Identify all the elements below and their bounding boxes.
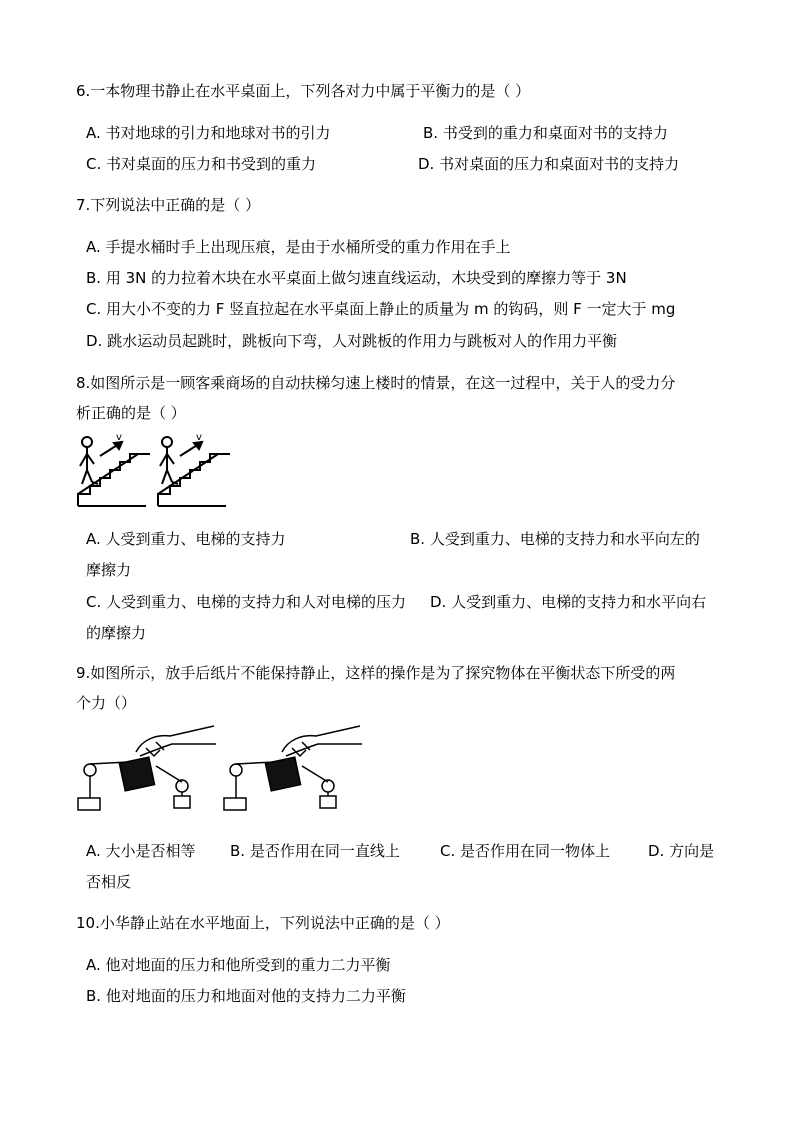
q8-option-a: A. 人受到重力、电梯的支持力 (86, 530, 286, 548)
paper-card-figure (76, 722, 366, 814)
question-8-stem-line1: 8.如图所示是一顾客乘商场的自动扶梯匀速上楼时的情景，在这一过程中，关于人的受力分 (76, 374, 676, 392)
q9-option-b: B. 是否作用在同一直线上 (230, 842, 400, 860)
question-6-stem: 6.一本物理书静止在水平桌面上，下列各对力中属于平衡力的是（ ） (76, 82, 531, 100)
q10-option-b: B. 他对地面的压力和地面对他的支持力二力平衡 (86, 987, 406, 1005)
question-8-stem-line2: 析正确的是（ ） (76, 404, 186, 422)
q8-option-c: C. 人受到重力、电梯的支持力和人对电梯的压力 (86, 593, 407, 611)
question-9-stem-line2: 个力（） (76, 694, 137, 712)
setup-left (78, 726, 216, 810)
q9-option-d-line1: D. 方向是 (648, 842, 715, 860)
q9-option-c: C. 是否作用在同一物体上 (440, 842, 611, 860)
question-10-stem: 10.小华静止站在水平地面上，下列说法中正确的是（ ） (76, 914, 450, 932)
escalator-right (158, 437, 230, 506)
q6-option-a: A. 书对地球的引力和地球对书的引力 (86, 124, 331, 142)
q8-option-b-line1: B. 人受到重力、电梯的支持力和水平向左的 (410, 530, 700, 548)
q8-option-b-line2: 摩擦力 (86, 561, 132, 579)
q9-option-a: A. 大小是否相等 (86, 842, 196, 860)
q7-option-b: B. 用 3N 的力拉着木块在水平桌面上做匀速直线运动，木块受到的摩擦力等于 3N (86, 269, 627, 287)
q7-option-a: A. 手提水桶时手上出现压痕，是由于水桶所受的重力作用在手上 (86, 238, 511, 256)
escalator-left (78, 437, 150, 506)
q7-option-c: C. 用大小不变的力 F 竖直拉起在水平桌面上静止的质量为 m 的钩码，则 F 一定大于 mg (86, 300, 676, 318)
q6-option-d: D. 书对桌面的压力和桌面对书的支持力 (418, 155, 680, 173)
setup-right (224, 726, 362, 810)
q8-option-d-line1: D. 人受到重力、电梯的支持力和水平向右 (430, 593, 707, 611)
question-9-stem-line1: 9.如图所示，放手后纸片不能保持静止，这样的操作是为了探究物体在平衡状态下所受的两 (76, 664, 676, 682)
q6-option-c: C. 书对桌面的压力和书受到的重力 (86, 155, 317, 173)
q8-option-d-line2: 的摩擦力 (86, 624, 147, 642)
question-7-stem: 7.下列说法中正确的是（ ） (76, 196, 261, 214)
velocity-label-right: v (196, 432, 202, 443)
velocity-label-left: v (116, 432, 122, 443)
escalator-figure (76, 430, 246, 514)
q7-option-d: D. 跳水运动员起跳时，跳板向下弯，人对跳板的作用力与跳板对人的作用力平衡 (86, 332, 618, 350)
q6-option-b: B. 书受到的重力和桌面对书的支持力 (423, 124, 668, 142)
q10-option-a: A. 他对地面的压力和他所受到的重力二力平衡 (86, 956, 391, 974)
q9-option-d-line2: 否相反 (86, 873, 132, 891)
